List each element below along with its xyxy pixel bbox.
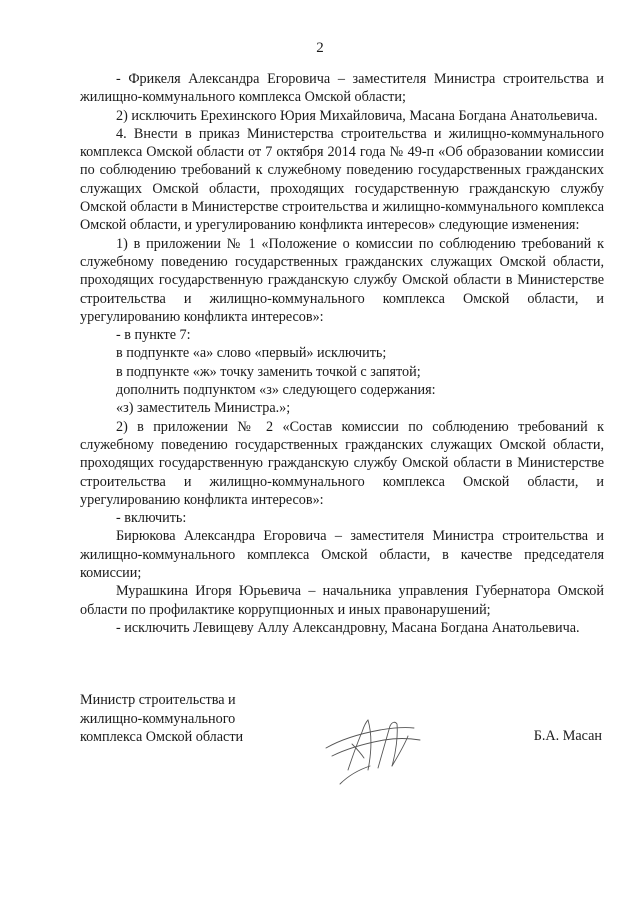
paragraph-item-4: 4. Внести в приказ Министерства строительства и жилищно-коммунального комплекса Омской области от 7 октября 2014 года № 49-п «Об образовании комиссии по соблюдению требований к служебному поведению государственных гражданских служащих Омской области, проходящих государственную гражданскую службу Омской области в Министерстве строительства и жилищно-коммунального комплекса Омской области, и урегулированию конфликта интересов» следующие изменения: — [80, 125, 604, 234]
paragraph-subpoint-zh: в подпункте «ж» точку заменить точкой с запятой; — [116, 363, 421, 380]
paragraph-appendix-2: 2) в приложении № 2 «Состав комиссии по соблюдению требований к служебному поведению государственных гражданских служащих Омской области, проходящих государственную гражданскую службу Омской области в Министерстве строительства и жилищно-коммунального комплекса Омской области, и урегулированию конфликта интересов»: — [80, 418, 604, 508]
paragraph-subpoint-z-text: «з) заместитель Министра.»; — [116, 400, 291, 417]
paragraph-murashkin: Мурашкина Игоря Юрьевича – начальника управления Губернатора Омской области по профилактике коррупционных и иных правонарушений; — [80, 583, 604, 618]
paragraph-subpoint-a: в подпункте «а» слово «первый» исключить; — [116, 345, 387, 362]
handwritten-signature — [318, 700, 438, 790]
paragraph-add-subpoint-z: дополнить подпунктом «з» следующего содержания: — [116, 382, 436, 399]
document-body — [80, 70, 604, 637]
paragraph-biryukov: Бирюкова Александра Егоровича – заместителя Министра строительства и жилищно-коммунального комплекса Омской области, в качестве председателя комиссии; — [80, 528, 604, 582]
paragraph-amendment-add-frikel: - Фрикеля Александра Егоровича – заместителя Министра строительства и жилищно-коммунального комплекса Омской области; — [80, 71, 604, 106]
paragraph-amendment-exclude: 2) исключить Ерехинского Юрия Михайловича, Масана Богдана Анатольевича. — [116, 107, 598, 124]
signer-title-line-1: Министр строительства и — [80, 692, 236, 708]
signer-name: Б.А. Масан — [533, 728, 602, 744]
paragraph-include: - включить: — [116, 510, 187, 527]
page-number: 2 — [316, 40, 324, 56]
paragraph-appendix-1: 1) в приложении № 1 «Положение о комиссии по соблюдению требований к служебному поведению государственных гражданских служащих Омской области, проходящих государственную гражданскую службу Омской области в Министерстве строительства и жилищно-коммунального комплекса Омской области, и урегулированию конфликта интересов»: — [80, 235, 604, 325]
paragraph-point-7: - в пункте 7: — [116, 327, 191, 344]
signature-block — [80, 691, 243, 747]
paragraph-exclude-final: - исключить Левищеву Аллу Александровну, Масана Богдана Анатольевича. — [116, 619, 580, 636]
signer-title-line-3: комплекса Омской области — [80, 729, 244, 745]
signer-title-line-2: жилищно-коммунального — [80, 710, 236, 727]
